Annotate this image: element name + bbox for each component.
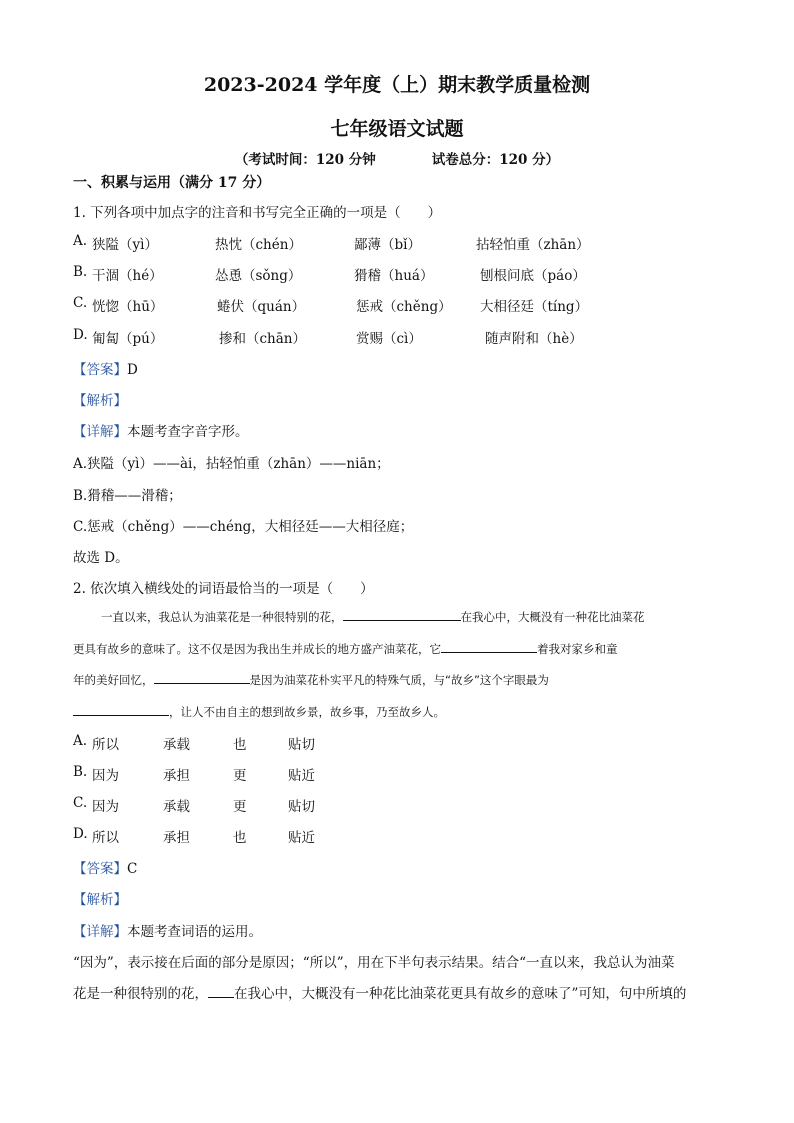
option-label: B. xyxy=(73,764,88,780)
option-cell: 热忱（chén） xyxy=(215,237,302,253)
answer-tag: 【答案】 xyxy=(73,861,127,877)
option-cell: 赏赐（cì） xyxy=(356,331,422,347)
option-cell: 因为 xyxy=(92,799,119,815)
exam-title: 2023-2024 学年度（上）期末教学质量检测 xyxy=(203,74,591,96)
fill-blank-4[interactable] xyxy=(73,703,169,716)
q1-answer xyxy=(73,358,138,378)
option-cell: 贴切 xyxy=(288,737,315,753)
q1-stem: 1. 下列各项中加点字的注音和书写完全正确的一项是（ ） xyxy=(73,205,442,221)
option-label: A. xyxy=(73,733,88,749)
option-cell: 贴近 xyxy=(288,830,315,846)
explanation-text: 在我心中，大概没有一种花比油菜花更具有故乡的意味了”可知，句中所填的 xyxy=(234,986,687,1002)
detail-tag: 【详解】 xyxy=(73,424,127,440)
option-cell: 随声附和（hè） xyxy=(485,331,583,347)
option-cell: 掺和（chān） xyxy=(219,331,306,347)
q2-explanation-line xyxy=(73,982,686,1002)
explanation-blank xyxy=(208,985,234,998)
option-cell: 也 xyxy=(233,737,247,753)
option-cell: 惩戒（chěng） xyxy=(356,299,452,315)
option-cell: 拈轻怕重（zhān） xyxy=(476,237,590,253)
option-cell: 承担 xyxy=(163,768,190,784)
q2-stem: 2. 依次填入横线处的词语最恰当的一项是（ ） xyxy=(73,581,374,597)
option-cell: 恍惚（hū） xyxy=(92,299,164,315)
q2-analysis-tag: 【解析】 xyxy=(73,892,127,908)
section-heading: 一、积累与运用（满分 17 分） xyxy=(73,175,271,191)
passage-line xyxy=(101,608,645,625)
q2-detail xyxy=(73,920,262,940)
option-cell: 贴近 xyxy=(288,768,315,784)
total-score: 试卷总分：120 分） xyxy=(431,152,560,168)
option-cell: 更 xyxy=(233,799,247,815)
exam-time: （考试时间：120 分钟 xyxy=(234,152,376,168)
fill-blank-3[interactable] xyxy=(154,671,250,684)
option-cell: 贴切 xyxy=(288,799,315,815)
option-cell: 所以 xyxy=(92,737,119,753)
option-cell: 怂恿（sǒng） xyxy=(215,268,302,284)
q1-analysis-tag: 【解析】 xyxy=(73,393,127,409)
option-cell: 承载 xyxy=(163,799,190,815)
passage-text: 着我对家乡和童 xyxy=(537,642,618,656)
q1-detail-line: A.狭隘（yì）——ài，拈轻怕重（zhān）——niān； xyxy=(73,456,390,472)
passage-text: ，让人不由自主的想到故乡景，故乡事，乃至故乡人。 xyxy=(169,705,445,719)
fill-blank-1[interactable] xyxy=(343,608,461,621)
option-cell: 匍匐（pú） xyxy=(92,331,164,347)
option-cell: 承担 xyxy=(163,830,190,846)
passage-text: 年的美好回忆， xyxy=(73,673,154,687)
detail-tag: 【详解】 xyxy=(73,924,127,940)
option-label: D. xyxy=(73,826,88,842)
passage-line xyxy=(73,703,445,720)
option-cell: 所以 xyxy=(92,830,119,846)
q1-detail-line: 故选 D。 xyxy=(73,550,129,566)
exam-subtitle: 七年级语文试题 xyxy=(330,118,464,140)
passage-text: 一直以来，我总认为油菜花是一种很特别的花， xyxy=(101,610,343,624)
answer-value: D xyxy=(127,362,138,378)
option-cell: 大相径廷（tíng） xyxy=(480,299,589,315)
passage-text: 更具有故乡的意味了。这不仅是因为我出生并成长的地方盛产油菜花，它 xyxy=(73,642,441,656)
option-label: D. xyxy=(73,327,88,343)
option-cell: 干涸（hé） xyxy=(92,268,163,284)
option-cell: 鄙薄（bǐ） xyxy=(354,237,421,253)
passage-line xyxy=(73,671,549,688)
option-cell: 狭隘（yì） xyxy=(92,237,158,253)
passage-text: 是因为油菜花朴实平凡的特殊气质，与“故乡”这个字眼最为 xyxy=(249,673,549,687)
option-label: A. xyxy=(73,233,88,249)
option-cell: 承载 xyxy=(163,737,190,753)
option-label: B. xyxy=(73,264,88,280)
q2-answer xyxy=(73,857,137,877)
option-cell: 蜷伏（quán） xyxy=(217,299,306,315)
passage-line xyxy=(73,640,618,657)
exam-info xyxy=(0,148,794,168)
option-label: C. xyxy=(73,795,88,811)
answer-tag: 【答案】 xyxy=(73,362,127,378)
answer-value: C xyxy=(127,861,138,877)
q1-detail-line: B.猾稽——滑稽； xyxy=(73,488,182,504)
passage-text: 在我心中，大概没有一种花比油菜花 xyxy=(460,610,645,624)
option-cell: 猾稽（huá） xyxy=(354,268,434,284)
option-cell: 更 xyxy=(233,768,247,784)
option-cell: 因为 xyxy=(92,768,119,784)
q1-detail xyxy=(73,420,249,440)
q2-explanation-line: “因为”，表示接在后面的部分是原因；“所以”，用在下半句表示结果。结合“一直以来，我总认为油菜 xyxy=(73,955,675,971)
fill-blank-2[interactable] xyxy=(441,640,537,653)
option-label: C. xyxy=(73,295,88,311)
option-cell: 也 xyxy=(233,830,247,846)
detail-text: 本题考查字音字形。 xyxy=(127,424,249,440)
option-cell: 刨根问底（páo） xyxy=(480,268,586,284)
explanation-text: 花是一种很特别的花， xyxy=(73,986,208,1002)
detail-text: 本题考查词语的运用。 xyxy=(127,924,262,940)
q1-detail-line: C.惩戒（chěng）——chéng，大相径廷——大相径庭； xyxy=(73,519,414,535)
